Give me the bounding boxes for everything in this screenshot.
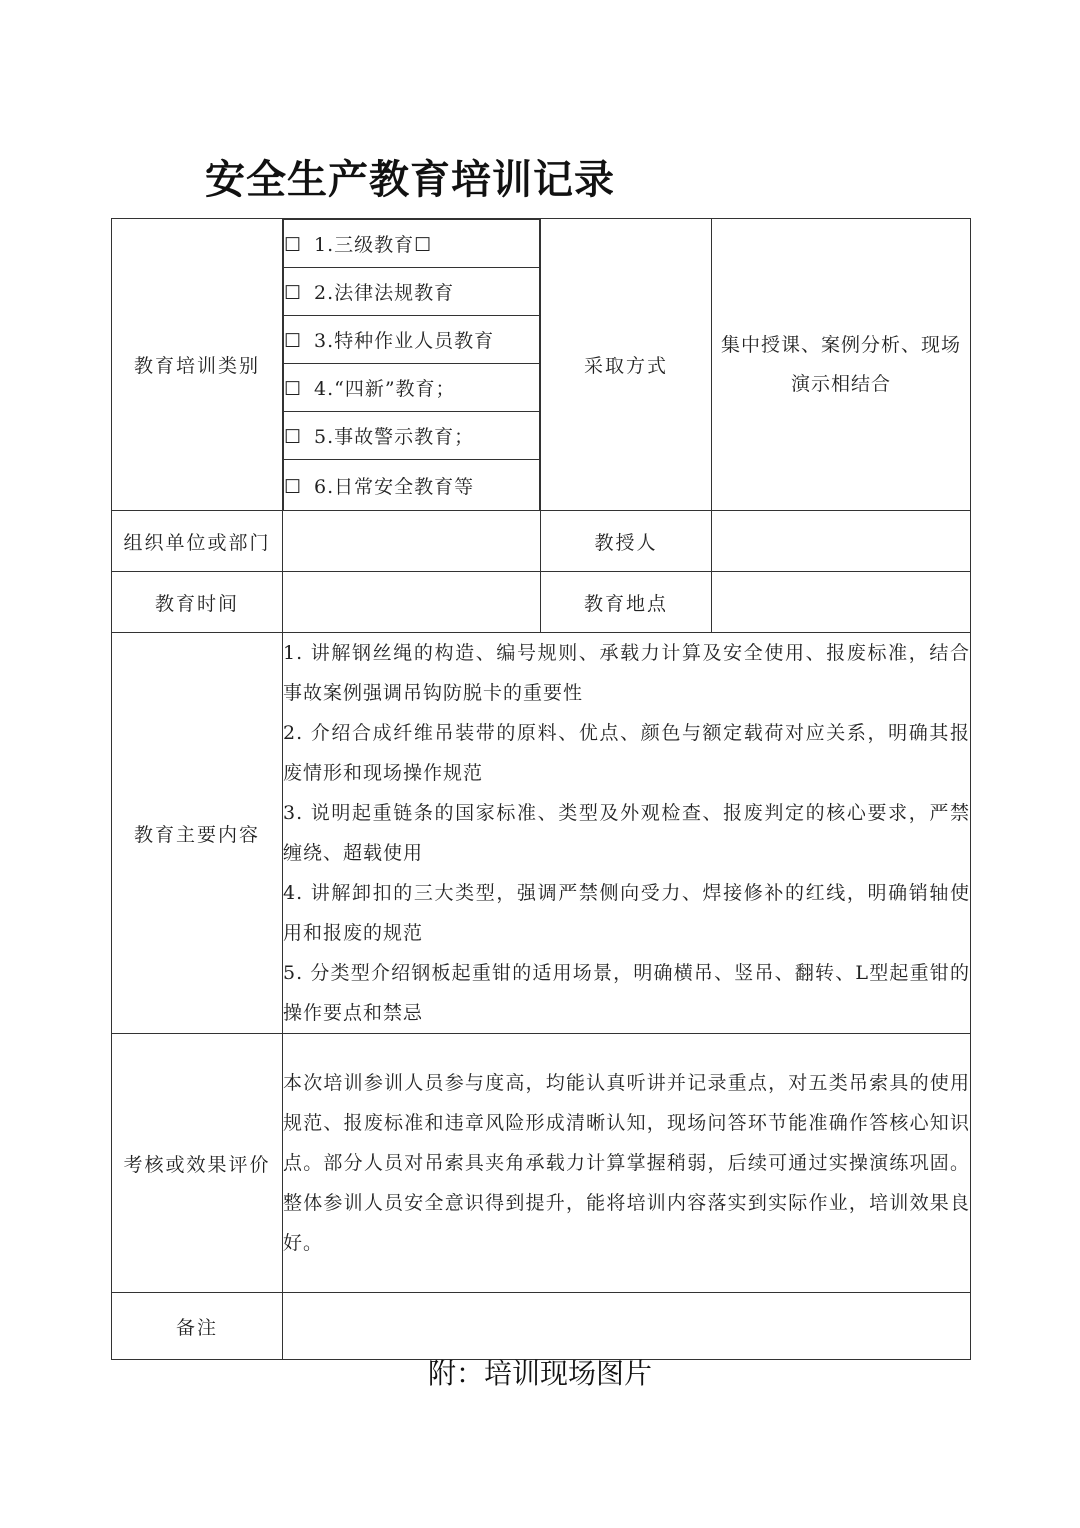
content-label: 教育主要内容 bbox=[112, 633, 283, 1034]
teacher-label: 教授人 bbox=[541, 511, 712, 572]
place-label: 教育地点 bbox=[541, 572, 712, 633]
org-label: 组织单位或部门 bbox=[112, 511, 283, 572]
checkbox-icon[interactable]: ☐ bbox=[284, 330, 303, 352]
remarks-value[interactable] bbox=[283, 1293, 971, 1360]
category-list bbox=[283, 219, 540, 510]
evaluation-label: 考核或效果评价 bbox=[112, 1034, 283, 1293]
category-option-label: 6.日常安全教育等 bbox=[314, 475, 475, 498]
category-option[interactable] bbox=[284, 316, 540, 364]
org-value[interactable] bbox=[283, 511, 541, 572]
remarks-label: 备注 bbox=[112, 1293, 283, 1360]
category-option-label: 5.事故警示教育； bbox=[314, 426, 475, 448]
checkbox-icon[interactable]: ☐ bbox=[284, 426, 303, 448]
category-option[interactable] bbox=[284, 364, 540, 412]
category-option[interactable] bbox=[284, 220, 540, 268]
time-label: 教育时间 bbox=[112, 572, 283, 633]
content-item: 3. 说明起重链条的国家标准、类型及外观检查、报废判定的核心要求，严禁缠绕、超载使用 bbox=[283, 802, 970, 864]
teacher-value[interactable] bbox=[712, 511, 971, 572]
method-value: 集中授课、案例分析、现场演示相结合 bbox=[712, 219, 971, 511]
content-item: 1. 讲解钢丝绳的构造、编号规则、承载力计算及安全使用、报废标准，结合事故案例强调吊钩防脱卡的重要性 bbox=[283, 642, 970, 704]
category-option[interactable] bbox=[284, 268, 540, 316]
category-option-label: 2.法律法规教育 bbox=[314, 282, 455, 304]
checkbox-icon[interactable]: ☐ bbox=[284, 475, 303, 498]
category-option-label: 1.三级教育☐ bbox=[314, 234, 433, 256]
checkbox-icon[interactable]: ☐ bbox=[284, 282, 303, 304]
content-item: 2. 介绍合成纤维吊装带的原料、优点、颜色与额定载荷对应关系，明确其报废情形和现场操作规范 bbox=[283, 722, 970, 784]
content-item: 5. 分类型介绍钢板起重钳的适用场景，明确横吊、竖吊、翻转、L型起重钳的操作要点和禁忌 bbox=[283, 962, 970, 1024]
category-cell bbox=[283, 219, 541, 511]
content-cell bbox=[283, 633, 971, 1034]
checkbox-icon[interactable]: ☐ bbox=[284, 378, 303, 400]
category-label: 教育培训类别 bbox=[112, 219, 283, 511]
category-option-label: 4.“四新”教育； bbox=[314, 378, 456, 400]
appendix-title: 附：培训现场图片 bbox=[427, 1357, 652, 1390]
place-value[interactable] bbox=[712, 572, 971, 633]
category-option-label: 3.特种作业人员教育 bbox=[314, 330, 495, 352]
category-option[interactable] bbox=[284, 412, 540, 460]
content-item: 4. 讲解卸扣的三大类型，强调严禁侧向受力、焊接修补的红线，明确销轴使用和报废的规范 bbox=[283, 882, 970, 944]
checkbox-icon[interactable]: ☐ bbox=[284, 234, 303, 256]
category-option[interactable] bbox=[284, 460, 540, 511]
training-record-table bbox=[111, 218, 971, 1360]
evaluation-text: 本次培训参训人员参与度高，均能认真听讲并记录重点，对五类吊索具的使用规范、报废标准和违章风险形成清晰认知，现场问答环节能准确作答核心知识点。部分人员对吊索具夹角承载力计算掌握稍弱，后续可通过实操演练巩固。整体参训人员安全意识得到提升，能将培训内容落实到实际作业，培训效果良好。 bbox=[283, 1034, 971, 1293]
page-title: 安全生产教育培训记录 bbox=[205, 157, 615, 203]
method-label: 采取方式 bbox=[541, 219, 712, 511]
time-value[interactable] bbox=[283, 572, 541, 633]
